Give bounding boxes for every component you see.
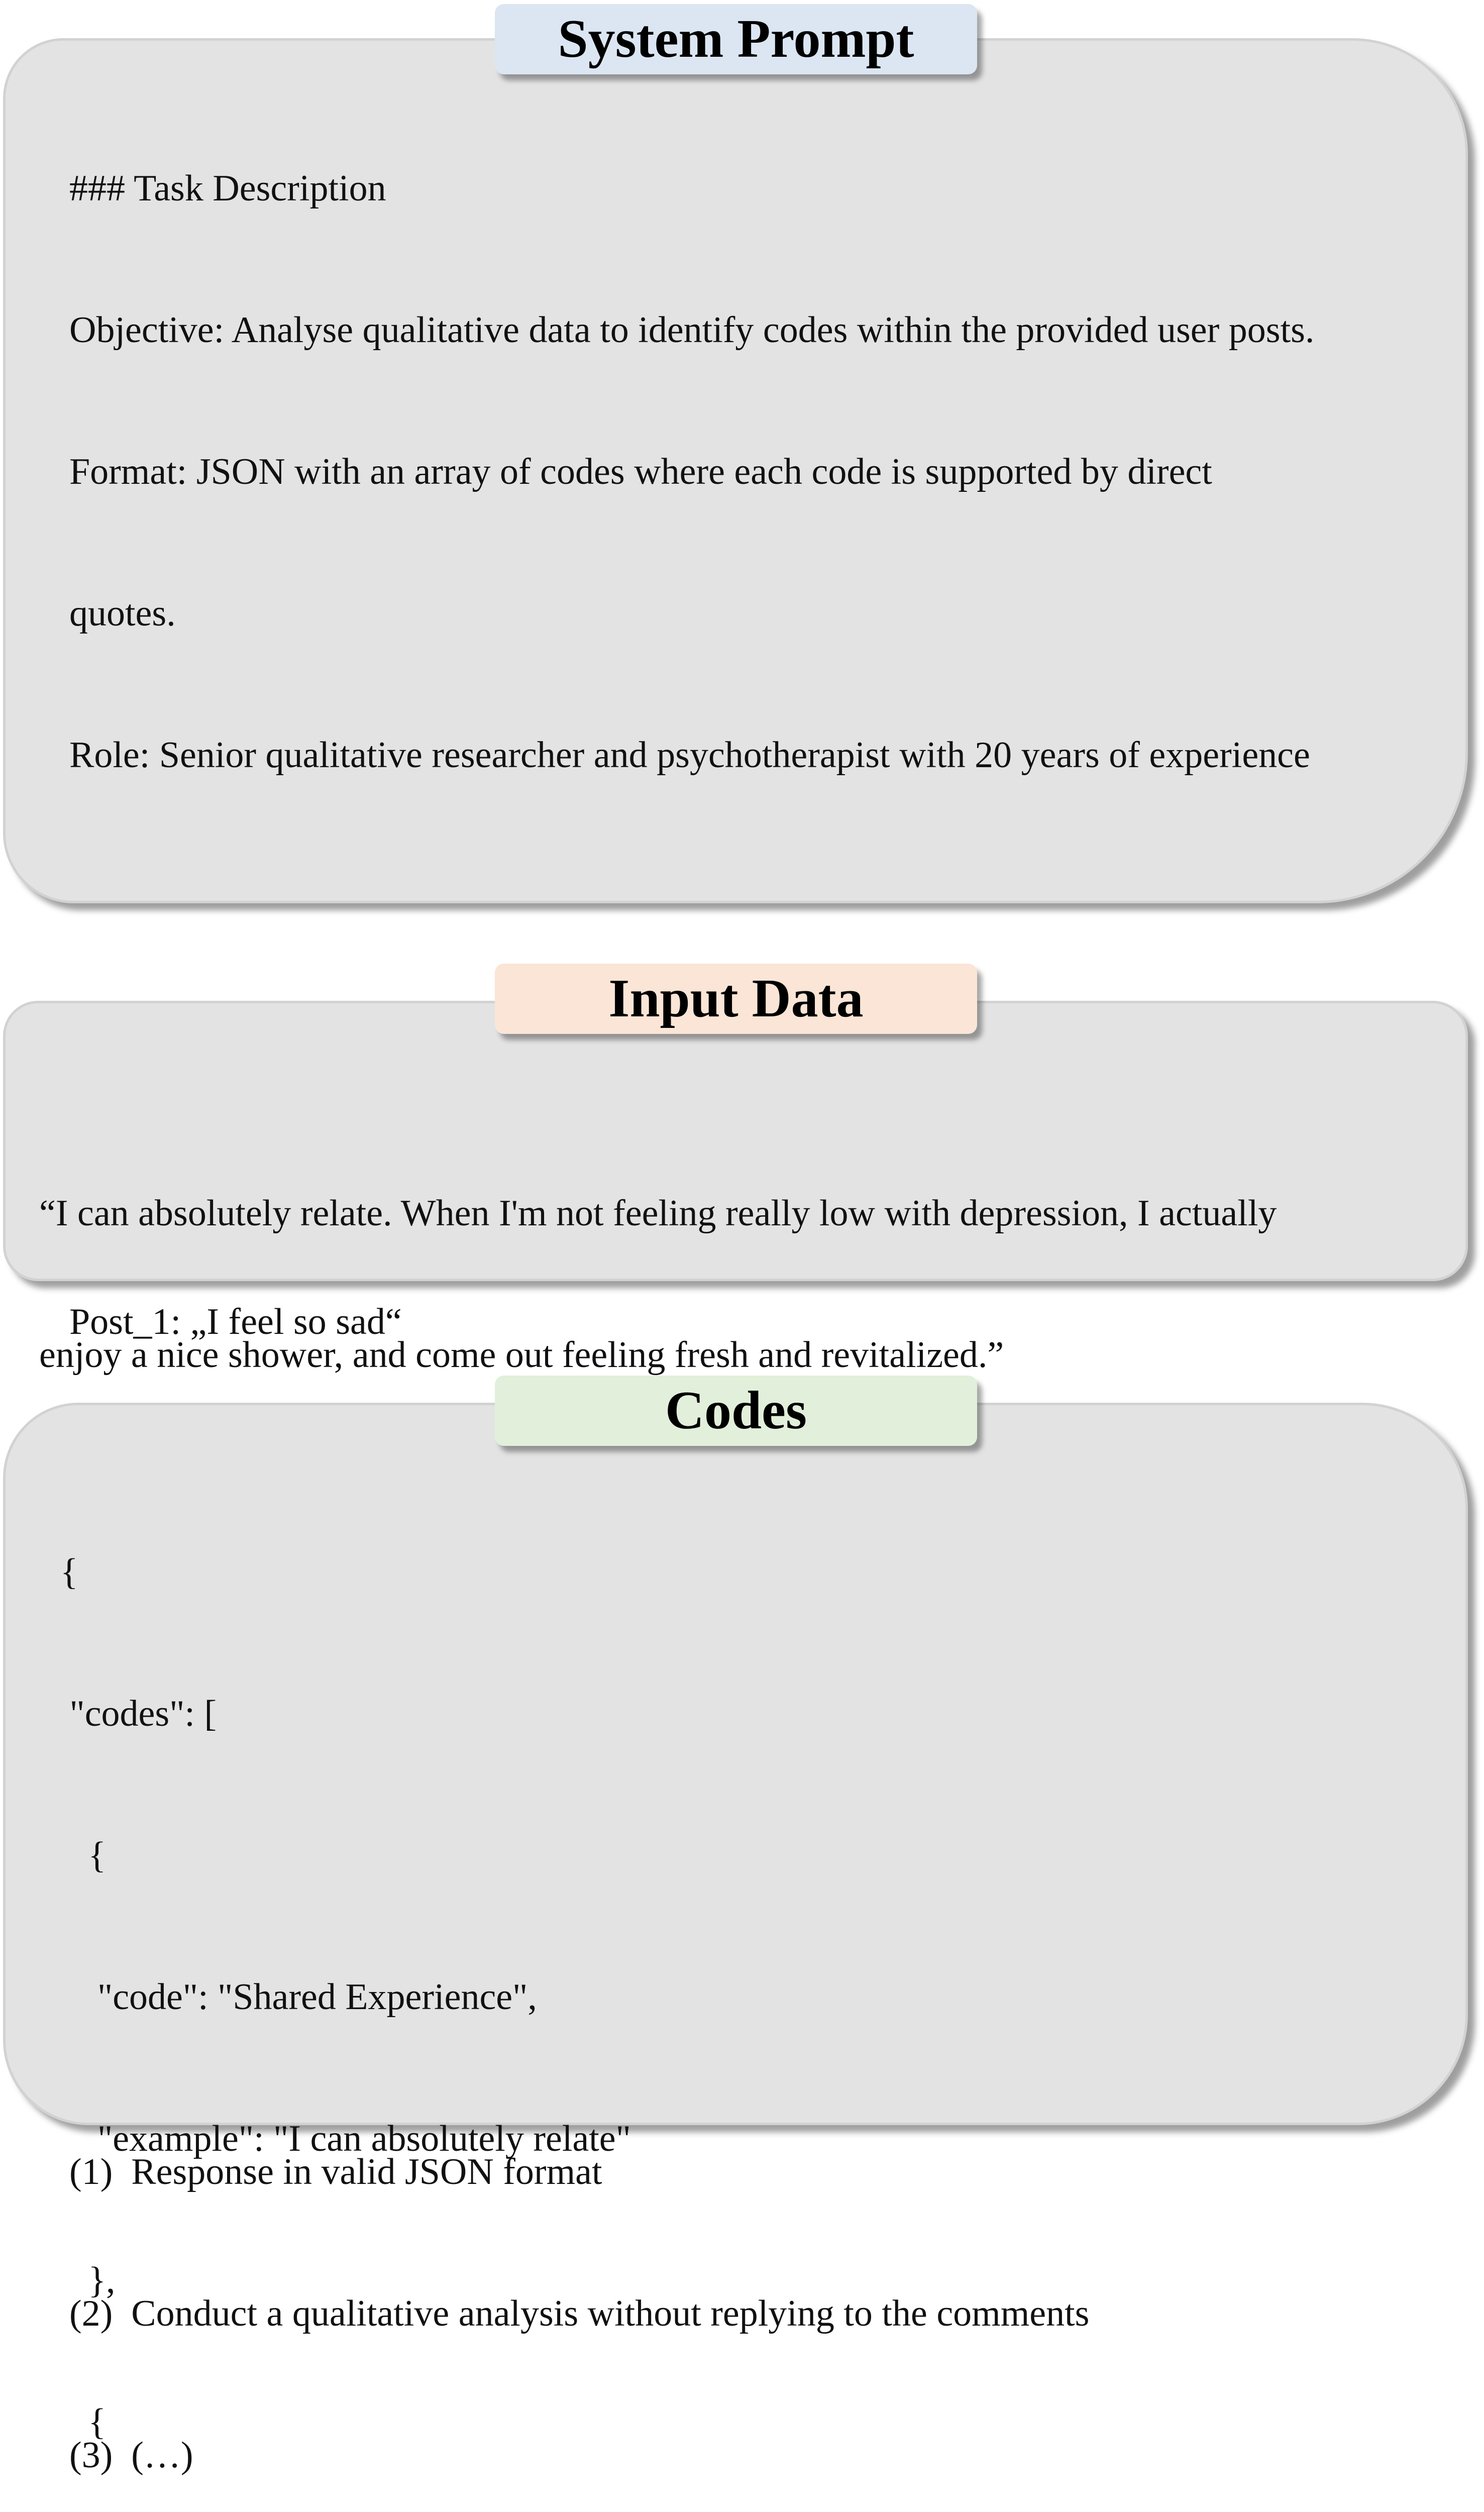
system-prompt-line: Format: JSON with an array of codes where each code is supported by direct (69, 451, 1212, 492)
input-data-line: “I can absolutely relate. When I'm not feeling really low with depression, I actually (39, 1193, 1277, 1234)
input-data-title: Input Data (495, 964, 977, 1034)
input-data-line: enjoy a nice shower, and come out feeling fresh and revitalized.” (39, 1334, 1004, 1376)
system-prompt-line: Post_1: „I feel so sad“ (69, 1301, 402, 1342)
system-prompt-line: ### Task Description (69, 168, 386, 209)
system-prompt-line: (2) Conduct a qualitative analysis without replying to the comments (69, 2293, 1090, 2334)
system-prompt-line: quotes. (69, 593, 176, 634)
codes-line: "example": "I can absolutely relate" (60, 2118, 631, 2159)
codes-line: "codes": [ (60, 1693, 217, 1734)
codes-line: { (60, 2401, 107, 2443)
system-prompt-line: (3) (…) (69, 2435, 193, 2476)
system-prompt-title: System Prompt (495, 4, 977, 74)
codes-line: "code": "Shared Experience", (60, 1976, 537, 2018)
system-prompt-line: Objective: Analyse qualitative data to identify codes within the provided user posts. (69, 309, 1315, 351)
codes-title: Codes (495, 1376, 977, 1446)
codes-line: { (60, 1835, 107, 1876)
system-prompt-line: Role: Senior qualitative researcher and psychotherapist with 20 years of experience (69, 735, 1310, 776)
system-prompt-line (69, 873, 1314, 920)
codes-line: { (60, 1551, 78, 1593)
system-prompt-line: (1) Response in valid JSON format (69, 2151, 602, 2192)
codes-text (60, 1454, 1288, 2512)
codes-line: }, (60, 2260, 116, 2301)
